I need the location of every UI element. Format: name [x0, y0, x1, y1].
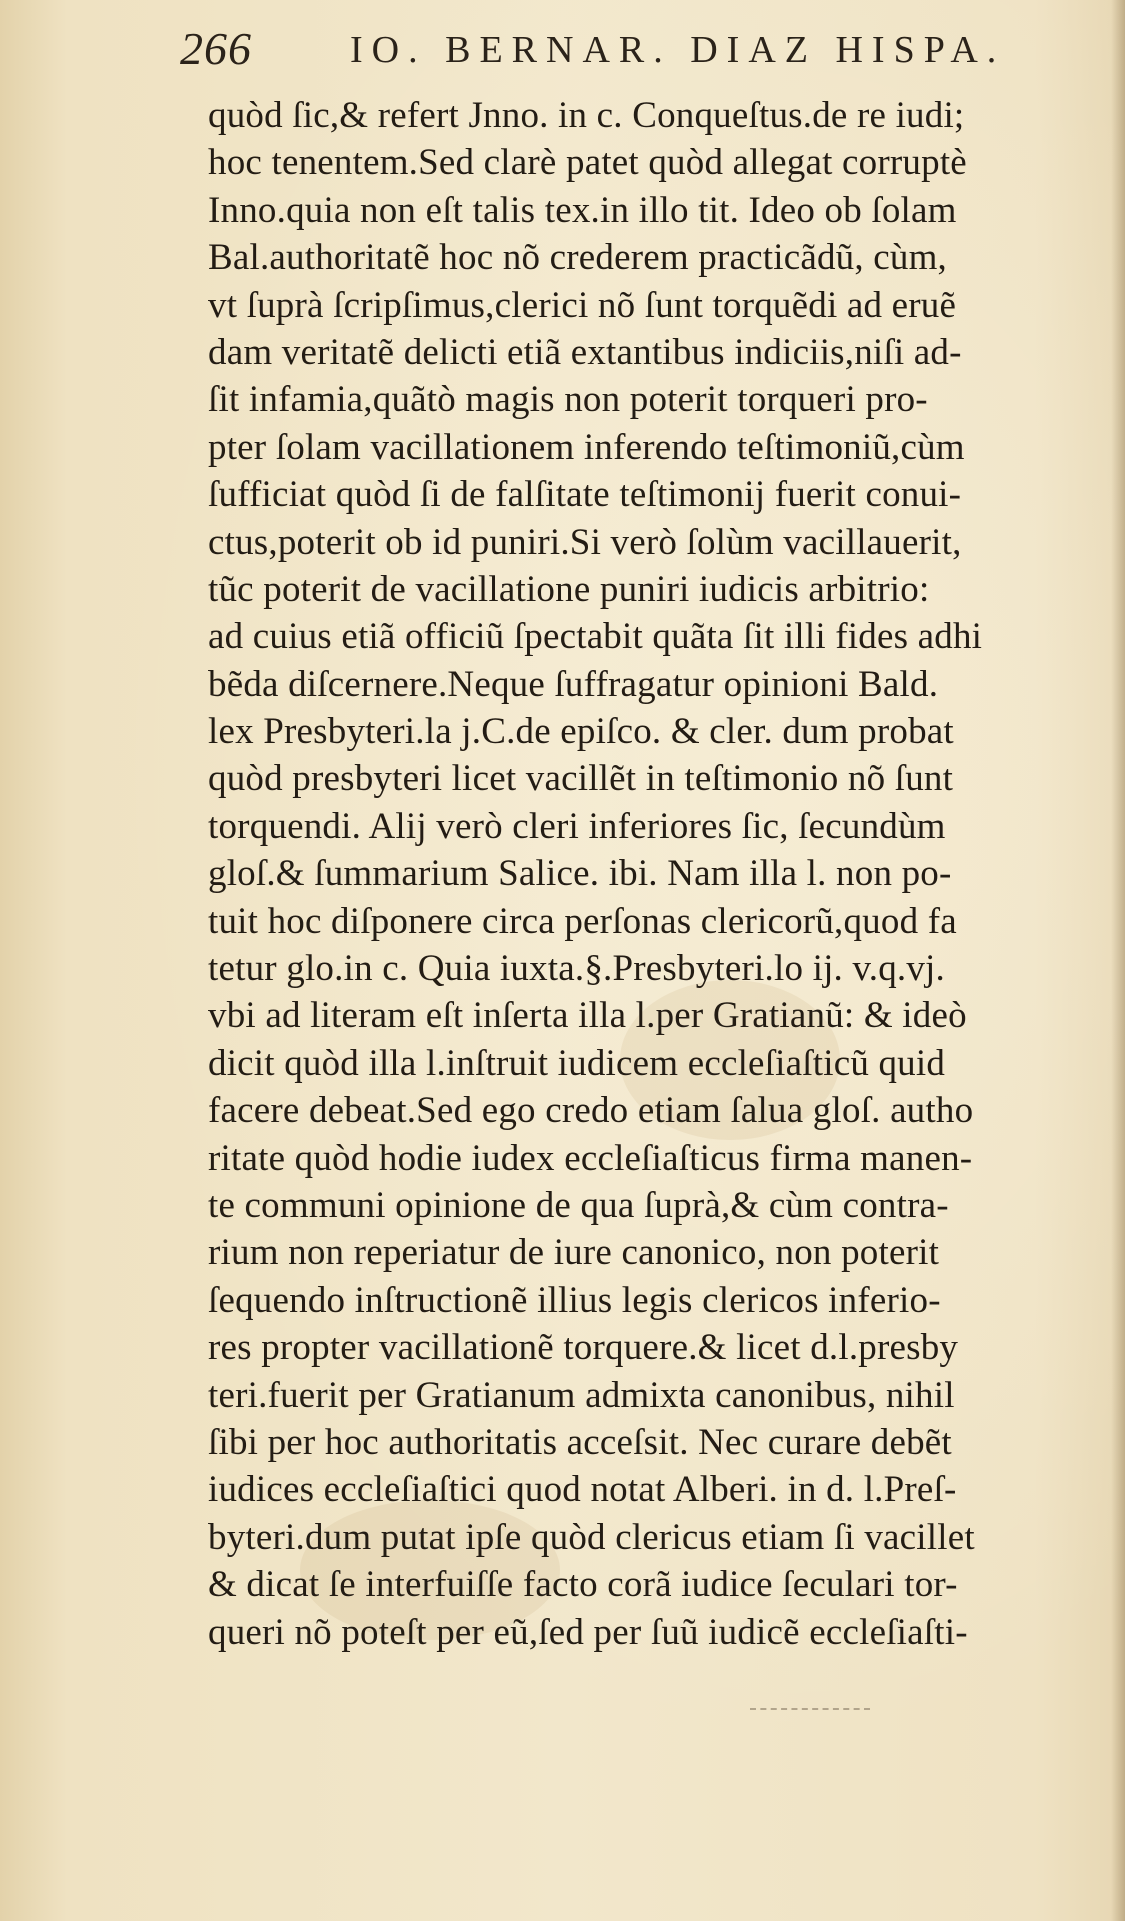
- text-line: Bal.authoritatẽ hoc nõ crederem practicãdũ, cùm,: [208, 237, 947, 279]
- text-line: bẽda diſcernere.Neque ſuffragatur opinioni Bald.: [208, 663, 939, 705]
- running-title: IO. BERNAR. DIAZ HISPA.: [350, 29, 1006, 71]
- text-line: tetur glo.in c. Quia iuxta.§.Presbyteri.lo ij. v.q.vj.: [208, 948, 945, 990]
- text-line: teri.fuerit per Gratianum admixta canonibus, nihil: [208, 1374, 955, 1416]
- text-line: queri nõ poteſt per eũ,ſed per ſuũ iudicẽ eccleſiaſti-: [208, 1611, 968, 1653]
- text-line: quòd presbyteri licet vacillẽt in teſtimonio nõ ſunt: [208, 758, 954, 800]
- text-line: ctus,poterit ob id puniri.Si verò ſolùm vacillauerit,: [208, 521, 962, 563]
- text-line: rium non reperiatur de iure canonico, non poterit: [208, 1232, 940, 1274]
- text-line: hoc tenentem.Sed clarè patet quòd allegat corruptè: [208, 142, 967, 184]
- text-line: dicit quòd illa l.inſtruit iudicem eccleſiaſticũ quid: [208, 1042, 946, 1084]
- body-text: [208, 92, 1100, 1656]
- text-line: ſequendo inſtructionẽ illius legis clericos inferio-: [208, 1279, 941, 1321]
- text-line: te communi opinione de qua ſuprà,& cùm contra-: [208, 1184, 949, 1226]
- text-line: facere debeat.Sed ego credo etiam ſalua gloſ. autho: [208, 1090, 974, 1132]
- text-line: ad cuius etiã officiũ ſpectabit quãta ſit illi fides adhi: [208, 616, 983, 658]
- text-line: torquendi. Alij verò cleri inferiores ſic, ſecundùm: [208, 805, 946, 847]
- text-line: byteri.dum putat ipſe quòd clericus etiam ſi vacillet: [208, 1516, 975, 1558]
- text-line: ritate quòd hodie iudex eccleſiaſticus firma manen-: [208, 1137, 973, 1179]
- text-line: ſit infamia,quãtò magis non poterit torqueri pro-: [208, 379, 928, 421]
- text-line: gloſ.& ſummarium Salice. ibi. Nam illa l. non po-: [208, 853, 952, 895]
- text-line: quòd ſic,& refert Jnno. in c. Conqueſtus.de re iudi;: [208, 95, 965, 136]
- text-line: vt ſuprà ſcripſimus,clerici nõ ſunt torquẽdi ad eruẽ: [208, 284, 957, 326]
- page-edge-shadow: [1111, 0, 1125, 1921]
- text-line: lex Presbyteri.la j.C.de epiſco. & cler. dum probat: [208, 711, 954, 753]
- page-header: [180, 22, 1006, 82]
- text-line: vbi ad literam eſt inſerta illa l.per Gratianũ: & ideò: [208, 995, 967, 1037]
- ink-bleed-mark: [750, 1708, 870, 1712]
- text-line: ſibi per hoc authoritatis acceſsit. Nec curare debẽt: [208, 1421, 952, 1463]
- text-line: ſufficiat quòd ſi de falſitate teſtimonij fuerit conui-: [208, 474, 962, 516]
- text-line: tũc poterit de vacillatione puniri iudicis arbitrio:: [208, 568, 930, 610]
- text-line: tuit hoc diſponere circa perſonas clericorũ,quod fa: [208, 900, 957, 942]
- text-line: res propter vacillationẽ torquere.& licet d.l.presby: [208, 1327, 959, 1369]
- folio-number: 266: [180, 23, 252, 74]
- text-line: dam veritatẽ delicti etiã extantibus indiciis,niſi ad-: [208, 331, 962, 373]
- text-line: pter ſolam vacillationem inferendo teſtimoniũ,cùm: [208, 426, 965, 468]
- text-line: Inno.quia non eſt talis tex.in illo tit. Ideo ob ſolam: [208, 189, 957, 231]
- text-line: iudices eccleſiaſtici quod notat Alberi. in d. l.Preſ-: [208, 1469, 957, 1511]
- text-line: & dicat ſe interfuiſſe facto corã iudice ſeculari tor-: [208, 1564, 958, 1606]
